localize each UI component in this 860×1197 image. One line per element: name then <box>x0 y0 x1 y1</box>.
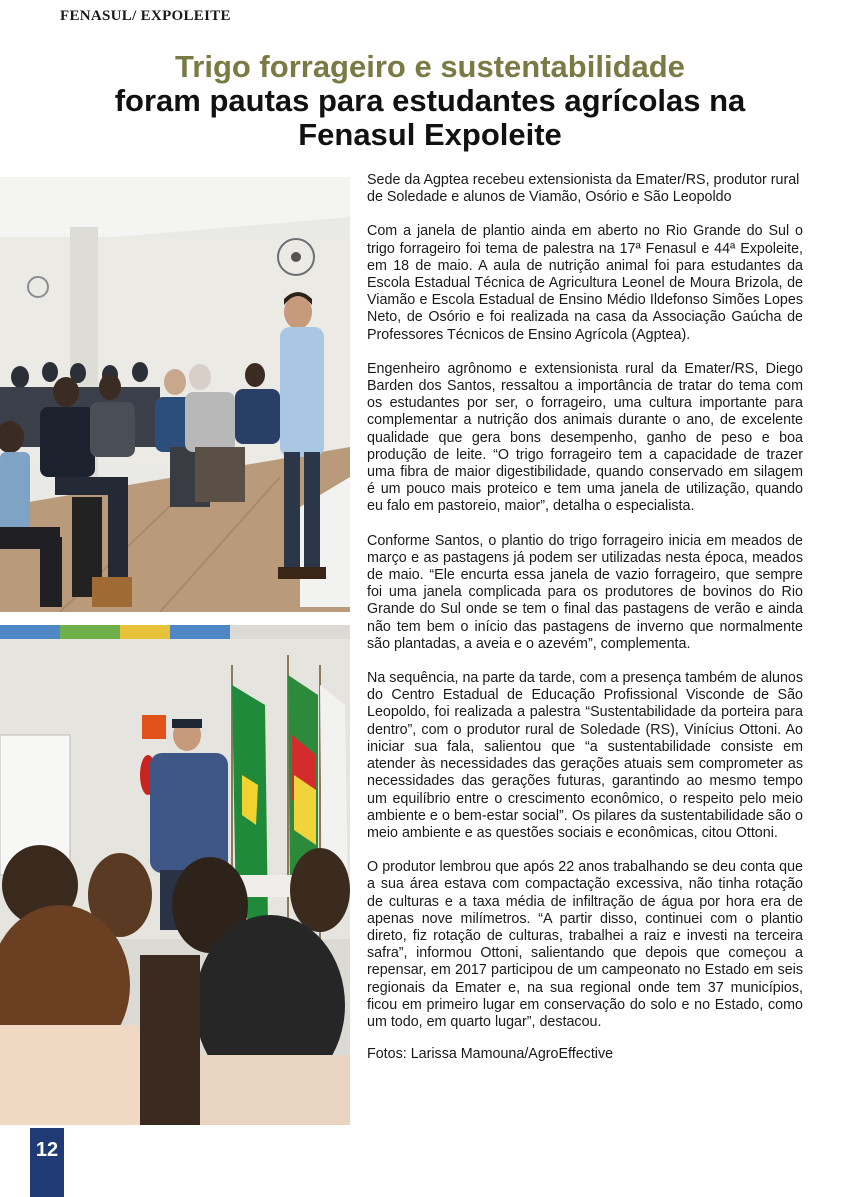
photo-lecture-classroom <box>0 177 350 612</box>
photo-lecture-flags <box>0 625 350 1125</box>
article-paragraph-4: Na sequência, na parte da tarde, com a presença também de alunos do Centro Estadual de Educação Profissional Visconde de São Leopoldo, foi realizada a palestra “Sustentabilidade da porteira para dentro”, com o produtor rural de Soledade (RS), Vinícius Ottoni. Ao iniciar sua fala, salientou que “a sustentabilidade consiste em atender às necessidades das gerações atuais sem comprometer as necessidades das gerações futuras, garantindo ao mesmo tempo um equilíbrio entre o crescimento econômico, o respeito pelo meio ambiente e o bem-estar social”. Os pilares da sustentabilidade são o meio ambiente e as questões sociais e econômicas, citou Ottoni. <box>367 670 803 841</box>
article-paragraph-1: Com a janela de plantio ainda em aberto no Rio Grande do Sul o trigo forrageiro foi tema de palestra na 17ª Fenasul e 44ª Expoleite, em 18 de maio. A aula de nutrição animal foi para estudantes da Escola Estadual Técnica de Agricultura Leonel de Moura Brizola, de Viamão e Escola Estadual de Ensino Médio Ildefonso Simões Lopes Neto, de Osório e foi realizada na casa da Associação Gaúcha de Professores Técnicos de Ensino Agrícola (Agptea). <box>367 223 803 343</box>
page-number-badge: 12 <box>30 1128 64 1197</box>
article-paragraph-5: O produtor lembrou que após 22 anos trabalhando se deu conta que a sua área estava com compactação excessiva, não tinha rotação de culturas e a taxa média de infiltração de água por hora era de apenas nove milímetros. “A partir disso, continuei com o plantio direto, fiz rotação de culturas, trabalhei a raiz e investi na terceira safra”, informou Ottoni, salientando que depois que começou a repensar, em 2017 participou de um campeonato no Estado em seis regionais da Emater e, na sua regional onde tem 37 municípios, ficou em primeiro lugar em conservação do solo e no Estado, como um todo, em quarto lugar”, destacou. <box>367 859 803 1030</box>
article-paragraph-3: Conforme Santos, o plantio do trigo forrageiro inicia em meados de março e as pastagens já podem ser utilizadas nesta época, meados de maio. “Ele encurta essa janela de vazio forrageiro, que sempre foi uma janela complicada para os produtores de bovinos do Rio Grande do Sul onde se tem o final das pastagens de verão e ainda não tem bem o início das pastagens de inverno que normalmente são plantadas, a aveia e o azevém”, complementa. <box>367 532 803 652</box>
headline-line-2: foram pautas para estudantes agrícolas na <box>114 83 746 118</box>
article-headline <box>20 50 840 152</box>
article-body <box>367 172 803 1080</box>
headline-line-1: Trigo forrageiro e sustentabilidade <box>175 49 685 84</box>
section-label: FENASUL/ EXPOLEITE <box>60 8 231 24</box>
article-subtitle: Sede da Agptea recebeu extensionista da Emater/RS, produtor rural de Soledade e alunos de Viamão, Osório e São Leopoldo <box>367 172 800 206</box>
photo-credit: Fotos: Larissa Mamouna/AgroEffective <box>367 1046 614 1063</box>
headline-line-3: Fenasul Expoleite <box>298 117 562 152</box>
article-paragraph-2: Engenheiro agrônomo e extensionista rural da Emater/RS, Diego Barden dos Santos, ressaltou a importância de tratar do tema com os estudantes por ser, o forrageiro, uma cultura importante para complementar a nutrição dos animais durante o ano, de excelente qualidade que gera bons desempenho, ganho de peso e boa produção de leite. “O trigo forrageiro tem a capacidade de trazer uma fibra de maior digestibilidade, quando conservado em silagem é um pouco mais proteico e tem uma janela de utilização, quando eu falo em pastoreio, maior”, detalha o especialista. <box>367 360 803 515</box>
